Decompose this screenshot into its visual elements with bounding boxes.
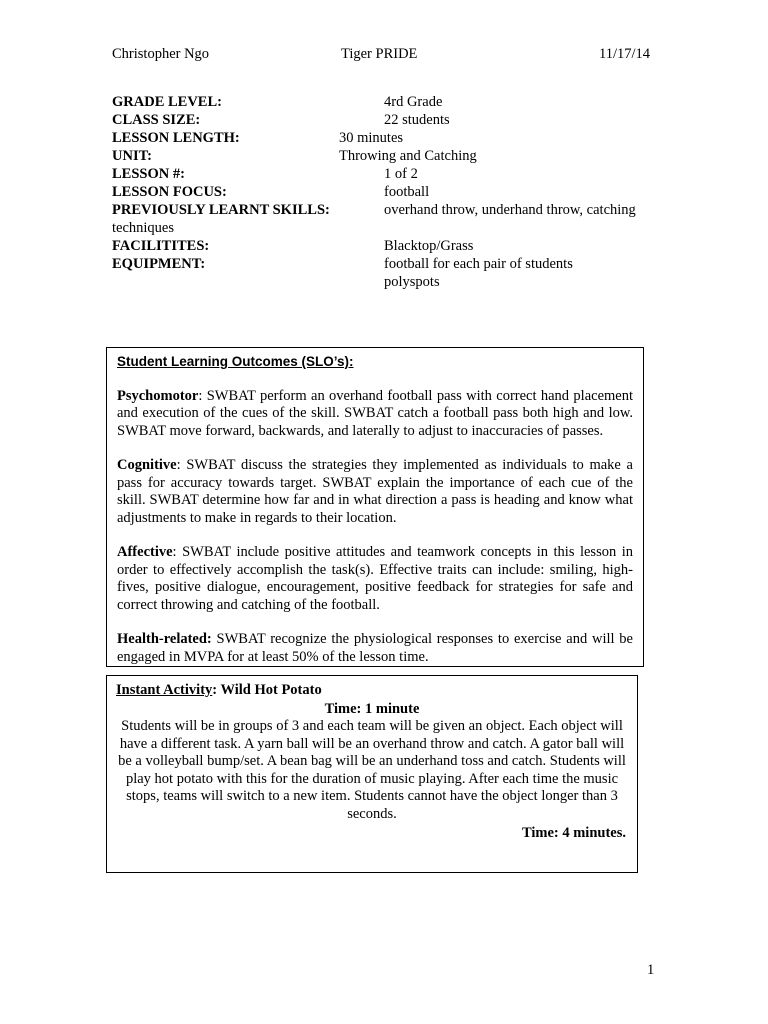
- cognitive-outcome: [117, 457, 633, 527]
- instant-activity-label: Instant Activity: [116, 682, 213, 698]
- equipment-label: EQUIPMENT:: [112, 256, 206, 272]
- health-label: Health-related:: [117, 631, 212, 647]
- slo-box: [106, 347, 644, 667]
- header-title: Tiger PRIDE: [341, 46, 418, 62]
- page-number: 1: [647, 962, 655, 978]
- grade-level-value: 4rd Grade: [384, 94, 443, 110]
- equipment-value-2: polyspots: [384, 274, 440, 290]
- affective-outcome: [117, 544, 633, 614]
- affective-label: Affective: [117, 544, 173, 560]
- instant-activity-time-1: Time: 1 minute: [324, 700, 420, 717]
- lesson-focus-value: football: [384, 184, 430, 200]
- equipment-row: [112, 255, 657, 273]
- lesson-length-value: 30 minutes: [339, 130, 404, 146]
- lesson-info: [112, 93, 657, 291]
- lesson-number-value: 1 of 2: [384, 166, 418, 182]
- psychomotor-outcome: [117, 388, 633, 441]
- grade-level-row: [112, 93, 657, 111]
- instant-activity-time-2: Time: 4 minutes.: [521, 825, 626, 841]
- previous-skills-continued: techniques: [112, 220, 175, 236]
- slo-heading: Student Learning Outcomes (SLO’s):: [117, 354, 354, 369]
- lesson-focus-label: LESSON FOCUS:: [112, 184, 227, 200]
- lesson-focus-row: [112, 183, 657, 201]
- unit-label: UNIT:: [112, 148, 153, 164]
- previous-skills-value: overhand throw, underhand throw, catching: [384, 202, 636, 218]
- instant-activity-name: : Wild Hot Potato: [212, 682, 322, 698]
- health-text: SWBAT recognize the physiological responses to exercise and will be engaged in MVPA for at least 50% of the lesson time.: [117, 631, 633, 665]
- equipment-row-2: [112, 273, 657, 291]
- class-size-row: [112, 111, 657, 129]
- cognitive-label: Cognitive: [117, 457, 177, 473]
- unit-value: Throwing and Catching: [339, 148, 477, 164]
- cognitive-text: : SWBAT discuss the strategies they implemented as individuals to make a pass for accuracy towards target. SWBAT explain the importance of each cue of the skill. SWBAT determine how far and in what direction a pass is heading and know what adjustments to make in regards to their location.: [117, 457, 633, 526]
- class-size-value: 22 students: [384, 112, 450, 128]
- unit-row: [112, 147, 657, 165]
- health-outcome: [117, 631, 633, 666]
- lesson-length-row: [112, 129, 657, 147]
- header-author: Christopher Ngo: [112, 46, 210, 62]
- equipment-value: football for each pair of students: [384, 256, 573, 272]
- instant-activity-heading: [116, 682, 628, 700]
- affective-text: : SWBAT include positive attitudes and teamwork concepts in this lesson in order to effectively accomplish the task(s). Effective traits can include: smiling, high-fives, positive dialogue, encouragement, positive feedback for strategies for safe and correct throwing and catching of the football.: [117, 544, 633, 613]
- psychomotor-text: : SWBAT perform an overhand football pass with correct hand placement and execution of the cues of the skill. SWBAT catch a football pass both high and low. SWBAT move forward, backwards, and laterally to adjust to inaccuracies of passes.: [117, 387, 633, 439]
- psychomotor-label: Psychomotor: [117, 387, 199, 404]
- header-date: 11/17/14: [599, 46, 651, 62]
- facilities-label: FACILITITES:: [112, 238, 210, 254]
- previous-skills-label: PREVIOUSLY LEARNT SKILLS:: [112, 202, 330, 218]
- instant-activity-box: [106, 675, 638, 873]
- lesson-length-label: LESSON LENGTH:: [112, 130, 240, 146]
- facilities-value: Blacktop/Grass: [384, 238, 474, 254]
- previous-skills-row: [112, 201, 657, 237]
- grade-level-label: GRADE LEVEL:: [112, 94, 222, 110]
- lesson-number-label: LESSON #:: [112, 166, 185, 182]
- lesson-number-row: [112, 165, 657, 183]
- facilities-row: [112, 237, 657, 255]
- instant-activity-description: Students will be in groups of 3 and each team will be given an object. Each object will have a different task. A yarn ball will be an overhand throw and catch. A gator ball will be a volleyball bump/set. A bean bag will be an underhand toss and catch. Students will play hot potato with this for the duration of music playing. After each time the music stops, teams will switch to a new item. Students cannot have the object longer than 3 seconds.: [118, 718, 626, 822]
- class-size-label: CLASS SIZE:: [112, 112, 201, 128]
